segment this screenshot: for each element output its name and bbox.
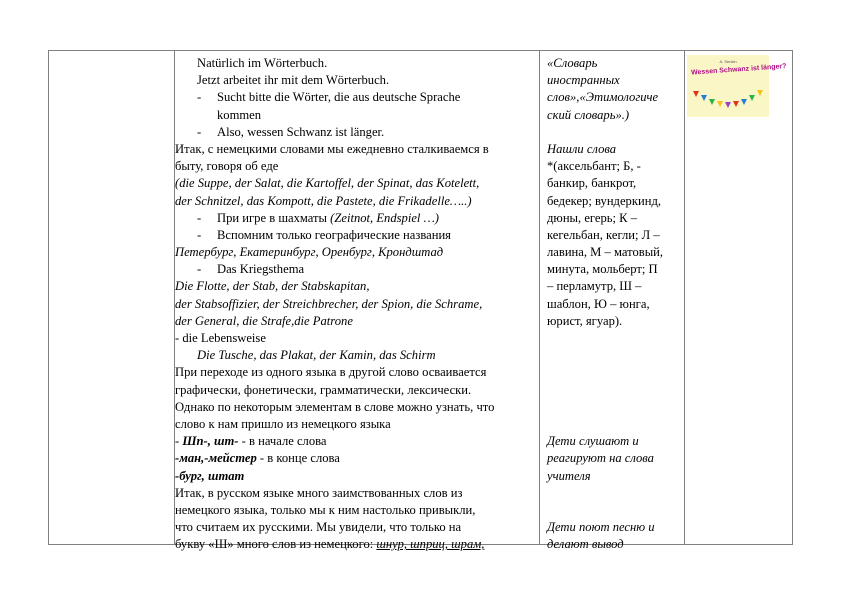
text-line: kommen (217, 107, 262, 122)
text-line: бедекер; вундеркинд, (547, 193, 662, 208)
text-line: - die Lebensweise (175, 331, 266, 345)
text-line: – перламутр, Ш – (547, 279, 642, 294)
text-line: Итак, в русском языке много заимствованных слов из (175, 485, 463, 500)
column-divider (684, 51, 685, 544)
text-line: Die Flotte, der Stab, der Stabskapitan, (175, 279, 370, 294)
text-line: немецкого языка, только мы к ним настолько привыкли, (175, 502, 476, 517)
bunting-flag-icon (725, 102, 731, 108)
text-line: Однако по некоторым элементам в слове можно узнать, что (175, 399, 495, 414)
bunting-flag-icon (693, 91, 699, 97)
text-line: Итак, с немецкими словами мы ежедневно сталкиваемся в (175, 141, 489, 156)
text-line: *(аксельбант; Б, - (547, 159, 641, 174)
thumbnail-title: Wessen Schwanz ist länger? (690, 62, 787, 77)
bunting-flag-icon (757, 90, 763, 96)
text-line: юрист, ягуар). (547, 313, 623, 328)
text-line: При переходе из одного языка в другой слово осваивается (175, 365, 487, 380)
text-line: делают вывод (547, 537, 624, 552)
text-line: учителя (547, 468, 591, 483)
bunting-flag-icon (741, 99, 747, 105)
rule-line: -ман,-мейстер - в конце слова (175, 451, 340, 466)
text-line: минута, мольберт; П (547, 262, 658, 277)
activity-cell (547, 55, 679, 553)
text-line: кегельбан, кегли; Л – (547, 227, 660, 242)
lesson-table (48, 50, 793, 552)
bunting-flag-icon (749, 95, 755, 101)
text-line: слов»,«Этимологиче (547, 90, 659, 105)
lesson-content-cell (175, 55, 531, 553)
text-line: слово к нам пришло из немецкого языка (175, 416, 391, 431)
bunting-flag-icon (733, 101, 739, 107)
column-divider (539, 51, 540, 544)
rule-line: -бург, штат (175, 468, 245, 483)
text-line: Нашли слова (547, 141, 617, 156)
bunting-flag-icon (709, 99, 715, 105)
text-line: der Schnitzel, das Kompott, die Pastete, die Frikadelle…..) (175, 193, 472, 208)
text-line: «Словарь (547, 56, 598, 70)
bullet-item: - Вспомним только географические названия (197, 227, 451, 242)
bullet-item: - Also, wessen Schwanz ist länger. (197, 124, 385, 139)
text-line: (die Suppe, der Salat, die Kartoffel, der Spinat, das Kotelett, (175, 176, 480, 191)
bullet-item: - Sucht bitte die Wörter, die aus deutsche Sprache (197, 90, 461, 105)
text-line: банкир, банкрот, (547, 176, 637, 191)
thumbnail-author: A. Senkin (719, 59, 737, 64)
text-line: графически, фонетически, грамматически, лексически. (175, 382, 472, 397)
text-line: Die Tusche, das Plakat, der Kamin, das Schirm (197, 348, 436, 363)
text-line: лавина, М – матовый, (547, 245, 664, 260)
text-line: шаблон, Ю – юнга, (547, 296, 650, 311)
rule-line: - Шп-, шт- - в начале слова (175, 434, 327, 449)
text-line: дюны, егерь; К – (547, 210, 638, 225)
text-line: что считаем их русскими. Мы увидели, что только на (175, 520, 462, 535)
text-line: Jetzt arbeitet ihr mit dem Wörterbuch. (197, 73, 390, 88)
text-line: Дети слушают и (547, 434, 639, 449)
text-line: der General, die Strafe,die Patrone (175, 313, 353, 328)
text-line: ский словарь».) (547, 107, 630, 122)
text-line: der Stabsoffizier, der Streichbrecher, der Spion, die Schrame, (175, 296, 483, 311)
text-line: реагируют на слова (547, 451, 654, 466)
bunting-flag-icon (717, 101, 723, 107)
text-line: Natürlich im Wörterbuch. (197, 56, 328, 70)
text-line: быту, говоря об еде (175, 159, 279, 174)
bullet-item: - Das Kriegsthema (197, 262, 305, 277)
text-line: Петербург, Екатеринбург, Оренбург, Крондштад (175, 245, 444, 260)
slide-thumbnail (687, 55, 787, 117)
bunting-flag-icon (701, 95, 707, 101)
text-line: Дети поют песню и (547, 520, 655, 535)
text-line: букву «Ш» много слов из немецкого: шнур, шприц, шрам, (175, 537, 485, 552)
text-line: иностранных (547, 73, 620, 88)
bullet-item: - При игре в шахматы (Zeitnot, Endspiel …) (197, 210, 439, 225)
